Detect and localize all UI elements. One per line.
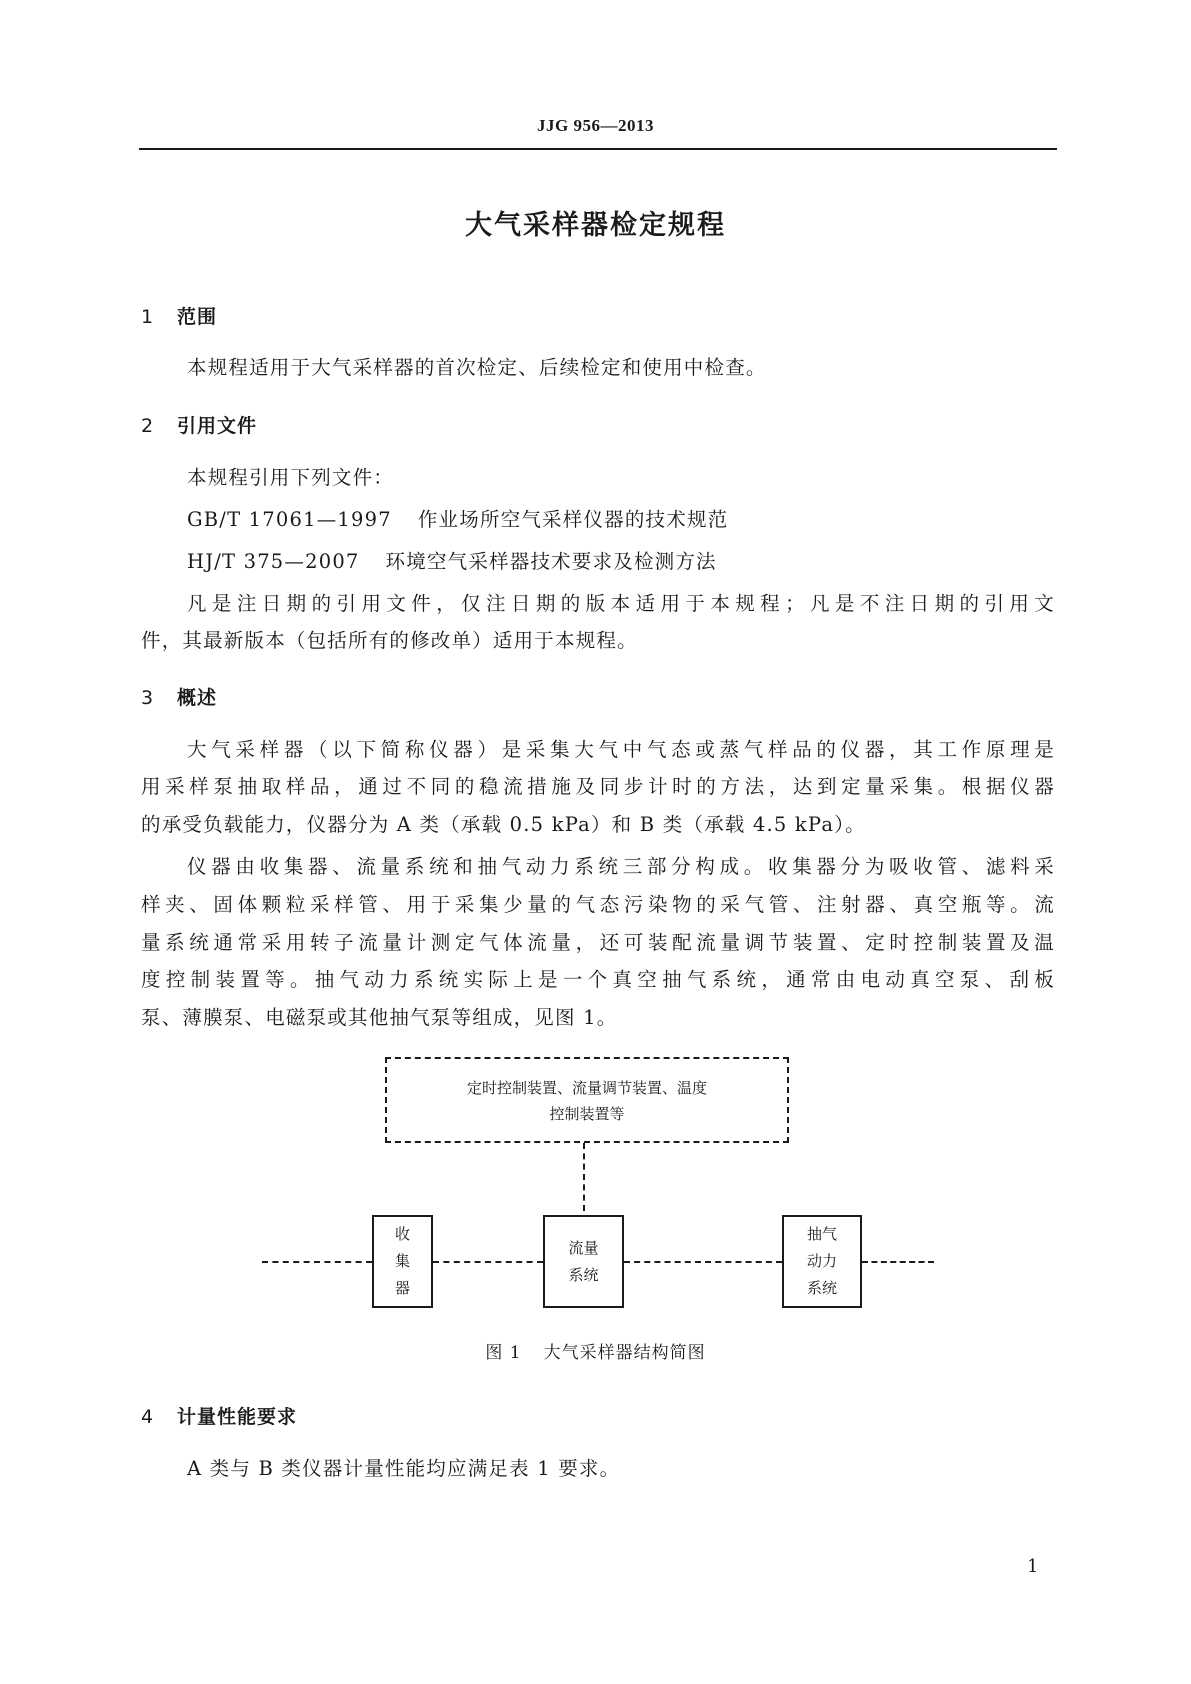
section-1-heading: [141, 302, 217, 329]
control-devices-box: [385, 1057, 789, 1143]
box-label: 抽气: [806, 1225, 837, 1243]
paragraph-line: [187, 850, 1055, 884]
paragraph: 本规程适用于大气采样器的首次检定、后续检定和使用中检查。: [187, 356, 767, 379]
paragraph-line: 的承受负载能力，仪器分为 A 类（承载 0.5 kPa）和 B 类（承载 4.5 kPa）。: [141, 813, 866, 836]
paragraph-line: [141, 888, 1055, 922]
section-4-heading: [141, 1402, 297, 1429]
document-code: JJG 956—2013: [537, 116, 654, 135]
text: 样夹、固体颗粒采样管、用于采集少量的气态污染物的采气管、注射器、真空瓶等。流: [141, 893, 1055, 916]
box-label: 动力: [806, 1252, 837, 1270]
paragraph-line: 件，其最新版本（包括所有的修改单）适用于本规程。: [141, 629, 638, 652]
reference-title: 作业场所空气采样仪器的技术规范: [417, 508, 729, 531]
section-2-heading: [141, 411, 257, 438]
connector-line: [624, 1261, 782, 1263]
reference-item: [187, 545, 717, 579]
paragraph-line: [141, 963, 1055, 997]
connector-line: [433, 1261, 543, 1263]
paragraph-line: [187, 733, 1055, 767]
flow-system-box: [543, 1215, 624, 1308]
section-title: 概述: [177, 687, 218, 709]
box-label: 系统: [568, 1265, 599, 1284]
reference-title: 环境空气采样器技术要求及检测方法: [385, 550, 717, 573]
page-title: 大气采样器检定规程: [465, 210, 726, 241]
text: 仪器由收集器、流量系统和抽气动力系统三部分构成。收集器分为吸收管、滤料采: [187, 855, 1055, 878]
box-label: 器: [394, 1279, 410, 1297]
section-title: 计量性能要求: [177, 1406, 298, 1428]
reference-code: HJ/T 375—2007: [187, 550, 360, 573]
paragraph-line: [187, 587, 1055, 621]
section-number: 2: [141, 415, 155, 437]
paragraph-line: [141, 770, 1055, 804]
text: 度控制装置等。抽气动力系统实际上是一个真空抽气系统，通常由电动真空泵、刮板: [141, 968, 1055, 991]
pump-system-box: [782, 1215, 862, 1308]
paragraph: A 类与 B 类仪器计量性能均应满足表 1 要求。: [187, 1457, 621, 1480]
box-label: 系统: [806, 1279, 837, 1297]
collector-box: [372, 1215, 433, 1308]
section-number: 1: [141, 306, 155, 328]
caption-text: 大气采样器结构简图: [543, 1343, 706, 1363]
text: 用采样泵抽取样品，通过不同的稳流措施及同步计时的方法，达到定量采集。根据仪器: [141, 775, 1055, 798]
text: 量系统通常采用转子流量计测定气体流量，还可装配流量调节装置、定时控制装置及温: [141, 931, 1055, 954]
reference-item: [187, 503, 728, 537]
section-number: 3: [141, 687, 155, 709]
box-label: 收: [394, 1225, 410, 1243]
page-number: 1: [1027, 1556, 1039, 1577]
box-label: 集: [394, 1252, 410, 1270]
section-3-heading: [141, 683, 217, 710]
box-label: 流量: [568, 1238, 599, 1257]
control-devices-label: 控制装置等: [549, 1105, 625, 1123]
header-rule: [139, 148, 1057, 150]
section-title: 范围: [177, 306, 218, 328]
reference-code: GB/T 17061—1997: [187, 508, 392, 531]
section-title: 引用文件: [177, 415, 258, 437]
caption-number: 图 1: [485, 1343, 522, 1363]
connector-line: [262, 1261, 372, 1263]
section-number: 4: [141, 1406, 155, 1428]
text: 凡是注日期的引用文件，仅注日期的版本适用于本规程；凡是不注日期的引用文: [187, 592, 1055, 615]
connector-line: [862, 1261, 934, 1263]
paragraph-line: 泵、薄膜泵、电磁泵或其他抽气泵等组成，见图 1。: [141, 1006, 618, 1029]
figure-caption: [0, 1338, 1191, 1363]
connector-line: [583, 1143, 585, 1211]
paragraph: 本规程引用下列文件：: [187, 466, 395, 489]
control-devices-label: 定时控制装置、流量调节装置、温度: [466, 1079, 707, 1097]
paragraph-line: [141, 926, 1055, 960]
text: 大气采样器（以下简称仪器）是采集大气中气态或蒸气样品的仪器，其工作原理是: [187, 738, 1055, 761]
